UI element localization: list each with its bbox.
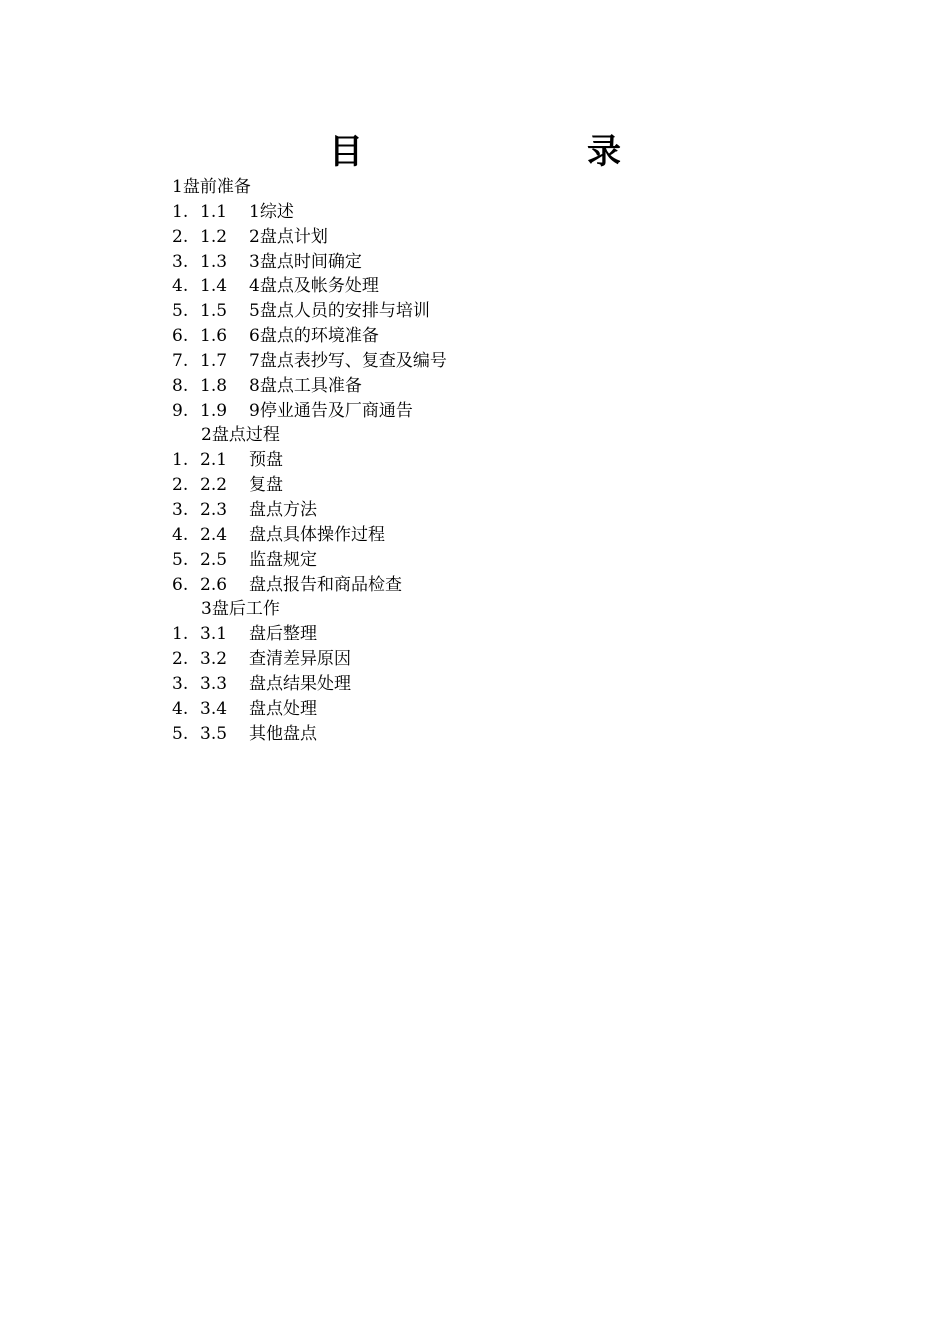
toc-entry[interactable] xyxy=(172,349,772,374)
toc-entry[interactable] xyxy=(172,448,772,473)
toc-entry[interactable] xyxy=(172,647,772,672)
toc-entry-text: 复盘 xyxy=(249,475,283,496)
toc-entry-code: 1.7 xyxy=(200,350,228,371)
toc-entry-code: 3.1 xyxy=(200,624,228,645)
toc-entry-text: 7盘点表抄写、复查及编号 xyxy=(249,350,447,371)
toc-entry-text: 其他盘点 xyxy=(249,723,317,744)
toc-entry-code: 3.4 xyxy=(200,698,228,719)
toc-entry[interactable] xyxy=(172,697,772,722)
toc-entry-number: 1. xyxy=(172,624,189,645)
toc-entry[interactable] xyxy=(172,200,772,225)
toc-entry-code: 2.4 xyxy=(200,524,228,545)
toc-entry[interactable] xyxy=(172,573,772,598)
toc-list xyxy=(172,175,772,746)
toc-heading-text: 2盘点过程 xyxy=(201,425,280,446)
toc-entry-number: 4. xyxy=(172,276,189,297)
toc-entry[interactable] xyxy=(172,722,772,747)
toc-section-heading[interactable] xyxy=(172,423,772,448)
toc-entry-number: 5. xyxy=(172,301,189,322)
toc-entry-code: 1.2 xyxy=(200,226,228,247)
toc-entry-text: 1综述 xyxy=(249,201,294,222)
toc-entry-number: 4. xyxy=(172,698,189,719)
toc-entry-number: 9. xyxy=(172,400,189,421)
toc-entry-code: 1.8 xyxy=(200,375,228,396)
toc-entry[interactable] xyxy=(172,324,772,349)
toc-entry-text: 9停业通告及厂商通告 xyxy=(249,400,413,421)
toc-title: 目 录 xyxy=(329,132,673,172)
toc-entry-number: 6. xyxy=(172,574,189,595)
toc-entry-text: 6盘点的环境准备 xyxy=(249,326,379,347)
toc-heading-text: 1盘前准备 xyxy=(172,177,251,197)
toc-entry-text: 查清差异原因 xyxy=(249,649,351,670)
toc-entry[interactable] xyxy=(172,498,772,523)
toc-entry-text: 盘点结果处理 xyxy=(249,673,351,694)
toc-entry-text: 盘点方法 xyxy=(249,499,317,520)
toc-entry-number: 6. xyxy=(172,326,189,347)
toc-entry-number: 3. xyxy=(172,673,189,694)
toc-entry[interactable] xyxy=(172,473,772,498)
toc-entry-text: 监盘规定 xyxy=(249,549,317,570)
toc-entry[interactable] xyxy=(172,548,772,573)
toc-entry-code: 1.6 xyxy=(200,326,228,347)
toc-entry-number: 4. xyxy=(172,524,189,545)
toc-entry-text: 8盘点工具准备 xyxy=(249,375,362,396)
toc-entry-number: 7. xyxy=(172,350,189,371)
toc-entry-code: 2.6 xyxy=(200,574,228,595)
toc-entry-code: 1.1 xyxy=(200,201,228,222)
toc-entry-code: 1.9 xyxy=(200,400,228,421)
toc-entry[interactable] xyxy=(172,250,772,275)
toc-entry-code: 1.5 xyxy=(200,301,228,322)
toc-entry-code: 2.2 xyxy=(200,475,228,496)
toc-entry-number: 5. xyxy=(172,549,189,570)
toc-entry[interactable] xyxy=(172,672,772,697)
toc-entry-text: 盘点处理 xyxy=(249,698,317,719)
toc-entry[interactable] xyxy=(172,374,772,399)
toc-entry-code: 2.3 xyxy=(200,499,228,520)
toc-entry-text: 预盘 xyxy=(249,450,283,471)
toc-entry-code: 2.5 xyxy=(200,549,228,570)
toc-entry-text: 5盘点人员的安排与培训 xyxy=(249,301,430,322)
toc-entry-code: 3.2 xyxy=(200,649,228,670)
toc-entry-text: 4盘点及帐务处理 xyxy=(249,276,379,297)
toc-entry-number: 3. xyxy=(172,251,189,272)
toc-entry-code: 1.4 xyxy=(200,276,228,297)
toc-entry-text: 3盘点时间确定 xyxy=(249,251,362,272)
toc-entry-code: 3.5 xyxy=(200,723,228,744)
toc-entry-number: 1. xyxy=(172,201,189,222)
toc-section-heading[interactable] xyxy=(172,175,772,200)
toc-entry-number: 2. xyxy=(172,649,189,670)
toc-entry[interactable] xyxy=(172,622,772,647)
toc-entry[interactable] xyxy=(172,523,772,548)
toc-section-heading[interactable] xyxy=(172,597,772,622)
toc-entry-number: 5. xyxy=(172,723,189,744)
toc-entry-number: 1. xyxy=(172,450,189,471)
toc-entry-number: 2. xyxy=(172,226,189,247)
toc-entry[interactable] xyxy=(172,225,772,250)
toc-heading-text: 3盘后工作 xyxy=(201,599,280,620)
toc-entry-number: 2. xyxy=(172,475,189,496)
toc-entry-code: 3.3 xyxy=(200,673,228,694)
toc-entry-text: 盘点具体操作过程 xyxy=(249,524,385,545)
toc-entry-number: 3. xyxy=(172,499,189,520)
toc-entry[interactable] xyxy=(172,399,772,424)
toc-entry-text: 盘后整理 xyxy=(249,624,317,645)
toc-entry[interactable] xyxy=(172,274,772,299)
toc-entry-number: 8. xyxy=(172,375,189,396)
toc-entry-text: 2盘点计划 xyxy=(249,226,328,247)
toc-entry-code: 2.1 xyxy=(200,450,228,471)
toc-entry[interactable] xyxy=(172,299,772,324)
toc-entry-text: 盘点报告和商品检查 xyxy=(249,574,402,595)
toc-entry-code: 1.3 xyxy=(200,251,228,272)
